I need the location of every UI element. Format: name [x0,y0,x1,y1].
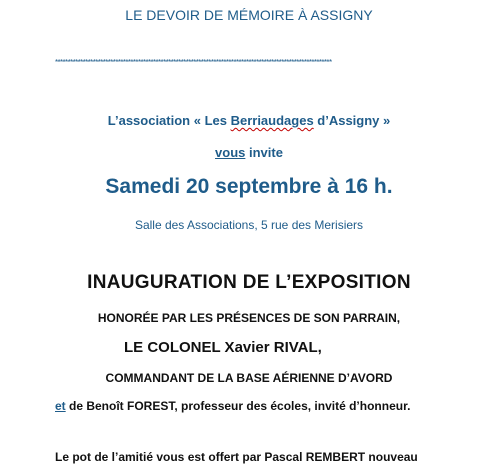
association-prefix: L’association « Les [107,113,231,128]
invite-line [0,145,498,160]
commandant-line: COMMANDANT DE LA BASE AÉRIENNE D’AVORD [105,371,393,385]
inauguration-title: INAUGURATION DE L’EXPOSITION [87,272,411,293]
invite-word: invite [245,145,283,160]
association-suffix: d’Assigny » [313,113,391,128]
document-header: LE DEVOIR DE MÉMOIRE À ASSIGNY [125,7,373,23]
star-separator: ************************************************************************************************************** [55,58,332,67]
vous-word: vous [215,145,246,160]
event-venue: Salle des Associations, 5 rue des Merisiers [134,218,364,232]
association-name: Berriaudages [230,113,314,128]
pot-line: Le pot de l’amitié vous est offert par Pascal REMBERT nouveau [55,450,418,464]
event-date: Samedi 20 septembre à 16 h. [105,175,393,198]
guest-text: de Benoît FOREST, professeur des écoles, invité d’honneur. [65,399,411,413]
honoree-line: HONORÉE PAR LES PRÉSENCES DE SON PARRAIN, [97,311,401,325]
colonel-line: LE COLONEL Xavier RIVAL, [124,339,322,356]
guest-line [55,399,410,413]
association-line [0,113,498,128]
et-link[interactable]: et [55,399,66,413]
